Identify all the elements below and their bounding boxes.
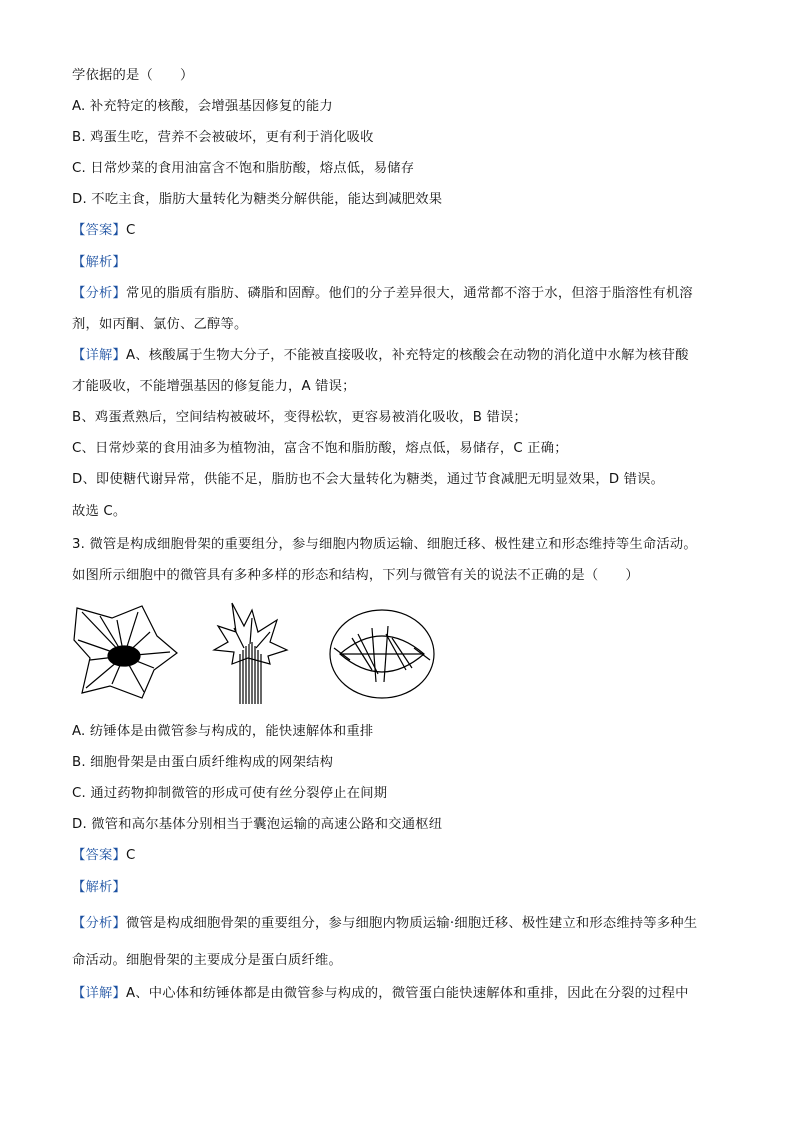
fenxi-line-1: [72, 285, 693, 303]
xiangjie-line-3: B、鸡蛋煮熟后，空间结构被破坏，变得松软，更容易被消化吸收，B 错误；: [72, 410, 527, 425]
q3-answer-value: C: [126, 848, 136, 863]
q3-stem-line-1: 3. 微管是构成细胞骨架的重要组分，参与细胞内物质运输、细胞迁移、极性建立和形态维持等生命活动。: [72, 537, 697, 552]
microtubule-figure-svg: [72, 598, 452, 708]
q3-analysis-tag: 【解析】: [72, 880, 126, 895]
q3-option-c: C. 通过药物抑制微管的形成可使有丝分裂停止在间期: [72, 786, 388, 801]
q3-fenxi-tag: 【分析】: [72, 916, 126, 931]
q3-answer-tag: 【答案】: [72, 848, 126, 863]
answer-tag: 【答案】: [72, 223, 126, 238]
q3-answer-line: [72, 847, 136, 865]
analysis-tag: 【解析】: [72, 255, 126, 270]
q3-fenxi-line-2: 命活动。细胞骨架的主要成分是蛋白质纤维。: [72, 953, 342, 968]
q3-option-d: D. 微管和高尔基体分别相当于囊泡运输的高速公路和交通枢纽: [72, 817, 443, 832]
q3-option-a: A. 纺锤体是由微管参与构成的，能快速解体和重排: [72, 724, 374, 739]
q3-xiangjie-text: A、中心体和纺锤体都是由微管参与构成的，微管蛋白能快速解体和重排，因此在分裂的过程中: [126, 986, 689, 1001]
xiangjie-text: A、核酸属于生物大分子，不能被直接吸收，补充特定的核酸会在动物的消化道中水解为核苷酸: [126, 348, 689, 363]
microtubule-figures: [72, 598, 452, 708]
xiangjie-line-1: [72, 347, 689, 365]
answer-line: [72, 222, 136, 240]
analysis-line: [72, 254, 126, 272]
xiangjie-line-5: D、即使糖代谢异常，供能不足，脂肪也不会大量转化为糖类，通过节食减肥无明显效果，D 错误。: [72, 472, 665, 487]
conclusion-line: 故选 C。: [72, 504, 127, 519]
question-stem-end: 学依据的是（ ）: [72, 68, 194, 83]
option-d: D. 不吃主食，脂肪大量转化为糖类分解供能，能达到减肥效果: [72, 192, 443, 207]
q3-fenxi-line-1: [72, 915, 697, 933]
answer-value: C: [126, 223, 136, 238]
fenxi-tag: 【分析】: [72, 286, 126, 301]
xiangjie-tag: 【详解】: [72, 348, 126, 363]
cell-figure-3: [330, 610, 434, 698]
option-a: A. 补充特定的核酸，会增强基因修复的能力: [72, 99, 333, 114]
q3-stem-line-2: 如图所示细胞中的微管具有多种多样的形态和结构，下列与微管有关的说法不正确的是（ ）: [72, 568, 639, 583]
xiangjie-line-4: C、日常炒菜的食用油多为植物油，富含不饱和脂肪酸，熔点低，易储存，C 正确；: [72, 441, 568, 456]
q3-xiangjie-line-1: [72, 985, 689, 1003]
q3-analysis-line: [72, 879, 126, 897]
cell-figure-2: [214, 603, 287, 704]
xiangjie-line-2: 才能吸收，不能增强基因的修复能力，A 错误；: [72, 379, 356, 394]
fenxi-line-2: 剂，如丙酮、氯仿、乙醇等。: [72, 317, 248, 332]
option-b: B. 鸡蛋生吃，营养不会被破坏，更有利于消化吸收: [72, 130, 374, 145]
q3-fenxi-text: 微管是构成细胞骨架的重要组分，参与细胞内物质运输·细胞迁移、极性建立和形态维持等多种生: [126, 916, 698, 931]
fenxi-text: 常见的脂质有脂肪、磷脂和固醇。他们的分子差异很大，通常都不溶于水，但溶于脂溶性有机溶: [126, 286, 693, 301]
q3-option-b: B. 细胞骨架是由蛋白质纤维构成的网架结构: [72, 755, 334, 770]
q3-xiangjie-tag: 【详解】: [72, 986, 126, 1001]
option-c: C. 日常炒菜的食用油富含不饱和脂肪酸，熔点低，易储存: [72, 161, 415, 176]
cell-figure-1: [74, 606, 177, 698]
